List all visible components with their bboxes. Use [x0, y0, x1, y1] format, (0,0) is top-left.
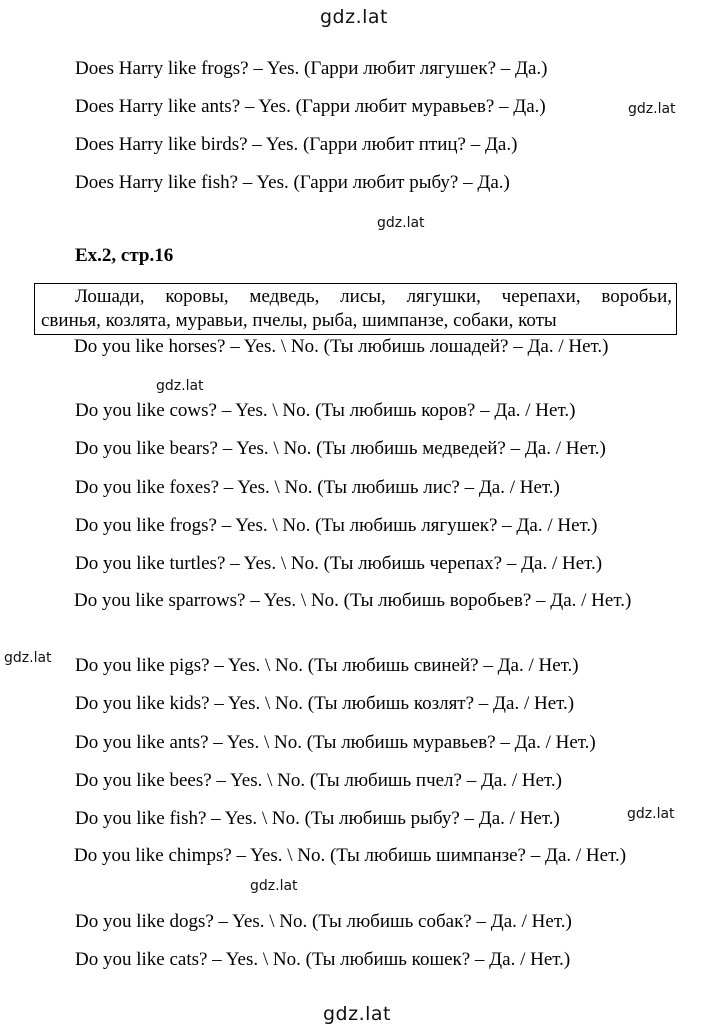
watermark-left-1: gdz.lat [156, 378, 204, 394]
answer-line: Do you like frogs? – Yes. \ No. (Ты любишь лягушек? – Да. / Нет.) [75, 515, 598, 536]
answer-text: Do you like chimps? – Yes. \ No. (Ты любишь шимпанзе? – Да. / Нет.) [74, 845, 627, 866]
watermark-bottom: gdz.lat [323, 1003, 392, 1025]
answer-line: Do you like dogs? – Yes. \ No. (Ты любишь собак? – Да. / Нет.) [75, 911, 572, 932]
answer-line: Do you like bees? – Yes. \ No. (Ты любишь пчел? – Да. / Нет.) [75, 770, 563, 791]
word-list-line: Лошади, коровы, медведь, лисы, лягушки, черепахи, воробьи, [75, 286, 672, 307]
answer-line: Do you like turtles? – Yes. \ No. (Ты любишь черепах? – Да. / Нет.) [75, 553, 603, 574]
answer-text: Do you like horses? – Yes. \ No. (Ты любишь лошадей? – Да. / Нет.) [74, 336, 609, 357]
answer-text: Do you like sparrows? – Yes. \ No. (Ты любишь воробьев? – Да. / Нет.) [74, 590, 632, 611]
answer-line: Do you like kids? – Yes. \ No. (Ты любишь козлят? – Да. / Нет.) [75, 693, 575, 714]
watermark-right-2: gdz.lat [627, 806, 675, 822]
answer-line: Do you like foxes? – Yes. \ No. (Ты любишь лис? – Да. / Нет.) [75, 477, 560, 498]
word-list-line: свинья, козлята, муравьи, пчелы, рыба, шимпанзе, собаки, коты [41, 310, 557, 331]
answer-line: Do you like cats? – Yes. \ No. (Ты любишь кошек? – Да. / Нет.) [75, 949, 571, 970]
answer-line: Do you like fish? – Yes. \ No. (Ты любишь рыбу? – Да. / Нет.) [75, 808, 560, 829]
answer-line: Do you like cows? – Yes. \ No. (Ты любишь коров? – Да. / Нет.) [75, 400, 576, 421]
intro-line: Does Harry like fish? – Yes. (Гарри любит рыбу? – Да.) [75, 172, 510, 193]
watermark-top: gdz.lat [320, 6, 389, 28]
answer-line: Do you like bears? – Yes. \ No. (Ты любишь медведей? – Да. / Нет.) [75, 438, 606, 459]
intro-line: Does Harry like birds? – Yes. (Гарри любит птиц? – Да.) [75, 134, 518, 155]
watermark-right-1: gdz.lat [628, 101, 676, 117]
intro-line: Does Harry like ants? – Yes. (Гарри любит муравьев? – Да.) [75, 96, 546, 117]
exercise-heading: Ex.2, стр.16 [75, 245, 174, 266]
intro-line: Does Harry like frogs? – Yes. (Гарри любит лягушек? – Да.) [75, 58, 548, 79]
watermark-middle-1: gdz.lat [377, 215, 425, 231]
answer-paragraph [41, 585, 673, 617]
answer-line: Do you like ants? – Yes. \ No. (Ты любишь муравьев? – Да. / Нет.) [75, 732, 596, 753]
watermark-middle-2: gdz.lat [250, 878, 298, 894]
answer-paragraph [41, 331, 673, 363]
answer-paragraph [41, 840, 673, 872]
answer-line: Do you like pigs? – Yes. \ No. (Ты любишь свиней? – Да. / Нет.) [75, 655, 579, 676]
watermark-left-2: gdz.lat [4, 650, 52, 666]
